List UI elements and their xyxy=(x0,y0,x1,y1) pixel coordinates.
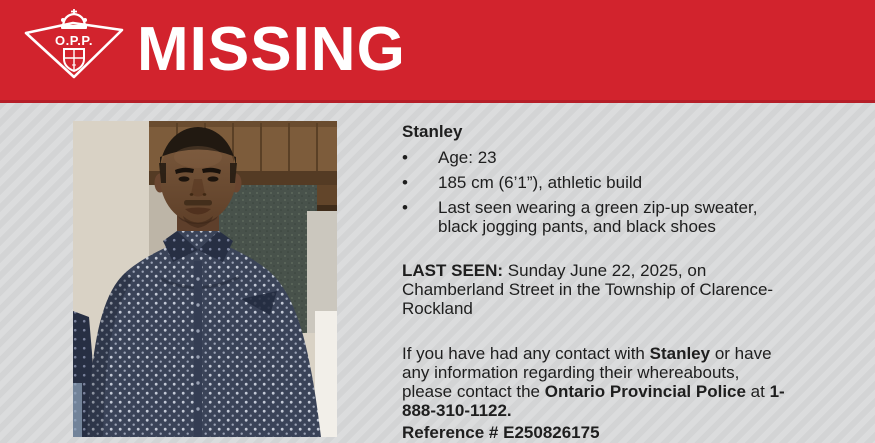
photo-illustration xyxy=(73,121,337,437)
detail-height: • 185 cm (6’1”), athletic build xyxy=(438,173,643,192)
last-seen-label: LAST SEEN: xyxy=(402,261,504,280)
contact-agency: Ontario Provincial Police xyxy=(544,382,746,401)
reference-number: Reference # E250826175 xyxy=(402,423,600,442)
last-seen-text: Sunday June 22, 2025, on Chamberland Street in the Township of Clarence-Rockland xyxy=(402,261,774,318)
missing-person-photo xyxy=(73,121,337,437)
contact-name: Stanley xyxy=(649,344,711,363)
contact-paragraph xyxy=(402,344,794,420)
list-item xyxy=(402,198,794,236)
person-name: Stanley xyxy=(402,122,463,141)
contact-phone: 1-888-310-1122. xyxy=(402,382,785,420)
list-item xyxy=(402,148,794,167)
case-details xyxy=(402,122,794,442)
missing-banner xyxy=(0,0,875,103)
contact-text: at xyxy=(745,382,770,401)
contact-text: or have any information regarding their whereabouts, please contact the xyxy=(402,344,772,401)
opp-logo xyxy=(18,8,130,86)
crown-icon xyxy=(61,9,87,29)
detail-age: • Age: 23 xyxy=(438,148,497,167)
description-list xyxy=(402,148,794,236)
poster-title: MISSING xyxy=(137,15,406,84)
last-seen-paragraph xyxy=(402,261,794,318)
shield-icon xyxy=(64,49,84,71)
opp-logo-text: O.P.P. xyxy=(55,33,93,48)
contact-text: If you have had any contact with xyxy=(402,344,650,363)
detail-clothing: • Last seen wearing a green zip-up sweater, black jogging pants, and black shoes xyxy=(438,198,758,236)
list-item xyxy=(402,173,794,192)
